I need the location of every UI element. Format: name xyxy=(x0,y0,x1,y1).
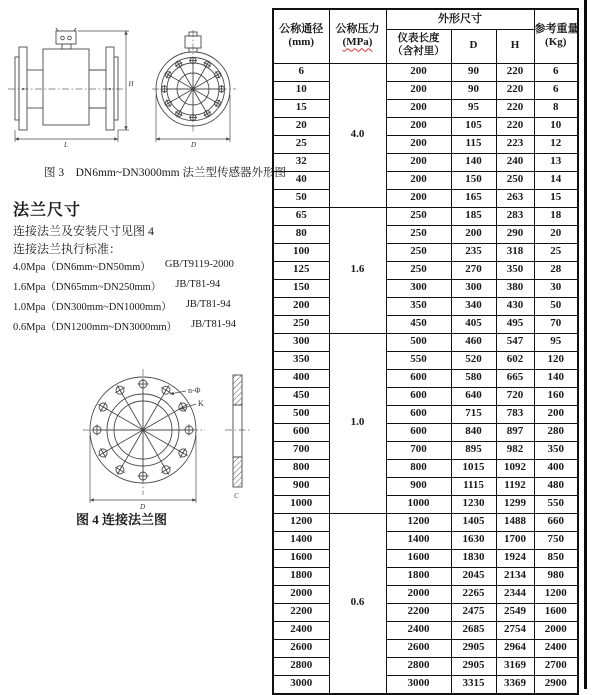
header-dn-unit: (mm) xyxy=(288,36,315,49)
bolt-circle-label: K xyxy=(198,399,204,408)
flange-face-view xyxy=(83,369,205,511)
standard-spec: 0.6Mpa（DN1200mm~DN3000mm） xyxy=(13,322,178,333)
table-row xyxy=(273,477,578,495)
cell-length: 700 xyxy=(386,441,451,459)
cell-length: 200 xyxy=(386,117,451,135)
header-length-line1: 仪表长度 xyxy=(397,33,440,45)
table-row xyxy=(273,153,578,171)
cell-dn: 250 xyxy=(273,315,329,333)
cell-length: 250 xyxy=(386,261,451,279)
cell-length: 1200 xyxy=(386,513,451,531)
cell-dn: 100 xyxy=(273,243,329,261)
cell-dn: 900 xyxy=(273,477,329,495)
cell-length: 200 xyxy=(386,135,451,153)
cell-length: 350 xyxy=(386,297,451,315)
table-row xyxy=(273,81,578,99)
cell-dn: 1400 xyxy=(273,531,329,549)
table-row xyxy=(273,297,578,315)
cell-h: 1700 xyxy=(496,531,534,549)
cell-d: 1630 xyxy=(451,531,496,549)
cell-dn: 40 xyxy=(273,171,329,189)
cell-weight: 95 xyxy=(534,333,578,351)
table-row xyxy=(273,405,578,423)
cell-weight: 2400 xyxy=(534,639,578,657)
front-view xyxy=(152,30,236,149)
cell-dn: 200 xyxy=(273,297,329,315)
header-outline-group xyxy=(386,9,534,29)
cell-d: 185 xyxy=(451,207,496,225)
side-view xyxy=(8,28,135,149)
cell-d: 640 xyxy=(451,387,496,405)
cell-dn: 2200 xyxy=(273,603,329,621)
cell-h: 2134 xyxy=(496,567,534,585)
cell-h: 897 xyxy=(496,423,534,441)
cell-weight: 18 xyxy=(534,207,578,225)
header-pressure-title: 公称压力 xyxy=(335,23,380,36)
dim-d-label: D xyxy=(140,503,146,511)
flange-section-view xyxy=(225,375,252,500)
table-row xyxy=(273,351,578,369)
cell-length: 800 xyxy=(386,459,451,477)
header-weight xyxy=(534,9,578,63)
figure4-caption: 图 4 连接法兰图 xyxy=(76,512,168,527)
header-weight-title: 参考重量 xyxy=(534,23,579,36)
table-row xyxy=(273,189,578,207)
cell-dn: 32 xyxy=(273,153,329,171)
cell-weight: 350 xyxy=(534,441,578,459)
cell-dn: 10 xyxy=(273,81,329,99)
cell-dn: 2600 xyxy=(273,639,329,657)
table-row xyxy=(273,531,578,549)
cell-dn: 50 xyxy=(273,189,329,207)
cell-length: 2600 xyxy=(386,639,451,657)
table-row xyxy=(273,369,578,387)
cell-length: 2800 xyxy=(386,657,451,675)
cell-length: 1800 xyxy=(386,567,451,585)
cell-h: 240 xyxy=(496,153,534,171)
cell-length: 200 xyxy=(386,189,451,207)
cell-h: 220 xyxy=(496,81,534,99)
cell-h: 3369 xyxy=(496,675,534,694)
cell-weight: 280 xyxy=(534,423,578,441)
cell-dn: 2000 xyxy=(273,585,329,603)
dimension-table-container xyxy=(272,8,579,695)
cell-weight: 400 xyxy=(534,459,578,477)
cell-dn: 20 xyxy=(273,117,329,135)
cell-dn: 80 xyxy=(273,225,329,243)
cell-weight: 200 xyxy=(534,405,578,423)
cell-h: 2549 xyxy=(496,603,534,621)
cell-h: 430 xyxy=(496,297,534,315)
cell-h: 350 xyxy=(496,261,534,279)
cell-weight: 160 xyxy=(534,387,578,405)
standard-line xyxy=(13,319,236,334)
cell-length: 600 xyxy=(386,387,451,405)
table-row xyxy=(273,603,578,621)
cell-h: 318 xyxy=(496,243,534,261)
cell-h: 223 xyxy=(496,135,534,153)
cell-d: 520 xyxy=(451,351,496,369)
cell-d: 165 xyxy=(451,189,496,207)
table-row xyxy=(273,315,578,333)
cell-weight: 13 xyxy=(534,153,578,171)
cell-length: 600 xyxy=(386,405,451,423)
cell-d: 235 xyxy=(451,243,496,261)
cell-dn: 300 xyxy=(273,333,329,351)
standard-line xyxy=(13,259,234,274)
table-row xyxy=(273,63,578,81)
cell-length: 200 xyxy=(386,63,451,81)
cell-h: 283 xyxy=(496,207,534,225)
standard-line xyxy=(13,279,220,294)
cell-weight: 6 xyxy=(534,81,578,99)
cell-d: 2685 xyxy=(451,621,496,639)
table-row xyxy=(273,513,578,531)
cell-dn: 2800 xyxy=(273,657,329,675)
dim-c-label: C xyxy=(234,492,239,500)
cell-weight: 6 xyxy=(534,63,578,81)
cell-weight: 550 xyxy=(534,495,578,513)
cell-h: 250 xyxy=(496,171,534,189)
cell-weight: 750 xyxy=(534,531,578,549)
cell-dn: 1600 xyxy=(273,549,329,567)
cell-length: 550 xyxy=(386,351,451,369)
cell-d: 2045 xyxy=(451,567,496,585)
cell-d: 1830 xyxy=(451,549,496,567)
cell-h: 380 xyxy=(496,279,534,297)
cell-length: 2000 xyxy=(386,585,451,603)
dim-l-label: L xyxy=(64,141,68,149)
page-edge-line xyxy=(584,0,587,689)
figure3-caption: 图 3 DN6mm~DN3000mm 法兰型传感器外形图 xyxy=(44,167,286,179)
figure4-flange-drawing xyxy=(0,345,270,513)
cell-h: 1488 xyxy=(496,513,534,531)
cell-d: 2265 xyxy=(451,585,496,603)
table-row xyxy=(273,225,578,243)
cell-weight: 12 xyxy=(534,135,578,153)
cell-length: 1000 xyxy=(386,495,451,513)
standard-code: GB/T9119-2000 xyxy=(164,259,234,270)
cell-d: 580 xyxy=(451,369,496,387)
cell-weight: 660 xyxy=(534,513,578,531)
cell-dn: 700 xyxy=(273,441,329,459)
cell-d: 150 xyxy=(451,171,496,189)
cell-h: 495 xyxy=(496,315,534,333)
figure3-sensor-drawing xyxy=(0,10,270,160)
cell-h: 290 xyxy=(496,225,534,243)
cell-length: 200 xyxy=(386,153,451,171)
cell-length: 500 xyxy=(386,333,451,351)
cell-d: 1115 xyxy=(451,477,496,495)
header-dn xyxy=(273,9,329,63)
converter-box xyxy=(56,28,76,49)
cell-weight: 50 xyxy=(534,297,578,315)
cell-weight: 120 xyxy=(534,351,578,369)
table-row xyxy=(273,459,578,477)
cell-length: 2200 xyxy=(386,603,451,621)
cell-weight: 30 xyxy=(534,279,578,297)
header-pressure-unit: (MPa) xyxy=(342,36,373,49)
table-row xyxy=(273,585,578,603)
table-row xyxy=(273,207,578,225)
table-row xyxy=(273,639,578,657)
cell-pressure: 1.0 xyxy=(329,333,386,513)
spec-table-header xyxy=(273,9,578,63)
cell-dn: 125 xyxy=(273,261,329,279)
cell-weight: 480 xyxy=(534,477,578,495)
cell-weight: 70 xyxy=(534,315,578,333)
cell-length: 1600 xyxy=(386,549,451,567)
table-row xyxy=(273,135,578,153)
table-row xyxy=(273,279,578,297)
cell-weight: 10 xyxy=(534,117,578,135)
cell-length: 900 xyxy=(386,477,451,495)
cell-d: 840 xyxy=(451,423,496,441)
table-row xyxy=(273,567,578,585)
cell-dn: 15 xyxy=(273,99,329,117)
cell-length: 200 xyxy=(386,99,451,117)
header-outline-title: 外形尺寸 xyxy=(438,12,482,25)
cell-dn: 500 xyxy=(273,405,329,423)
cell-h: 1092 xyxy=(496,459,534,477)
cell-d: 270 xyxy=(451,261,496,279)
cell-length: 3000 xyxy=(386,675,451,694)
table-row xyxy=(273,117,578,135)
cell-d: 105 xyxy=(451,117,496,135)
cell-h: 220 xyxy=(496,63,534,81)
table-row xyxy=(273,423,578,441)
cell-dn: 3000 xyxy=(273,675,329,694)
cell-dn: 25 xyxy=(273,135,329,153)
cell-d: 3315 xyxy=(451,675,496,694)
cell-d: 90 xyxy=(451,81,496,99)
cell-h: 1924 xyxy=(496,549,534,567)
table-row xyxy=(273,549,578,567)
cell-length: 250 xyxy=(386,207,451,225)
standard-spec: 1.6Mpa（DN65mm~DN250mm） xyxy=(13,282,162,293)
header-dn-title: 公称通径 xyxy=(279,23,324,36)
cell-h: 263 xyxy=(496,189,534,207)
table-row xyxy=(273,387,578,405)
cell-d: 140 xyxy=(451,153,496,171)
cell-length: 600 xyxy=(386,369,451,387)
cell-d: 1230 xyxy=(451,495,496,513)
cell-weight: 1600 xyxy=(534,603,578,621)
cell-h: 720 xyxy=(496,387,534,405)
cell-pressure: 1.6 xyxy=(329,207,386,333)
cell-h: 1299 xyxy=(496,495,534,513)
cell-h: 602 xyxy=(496,351,534,369)
cell-h: 220 xyxy=(496,99,534,117)
cell-dn: 1800 xyxy=(273,567,329,585)
cell-weight: 20 xyxy=(534,225,578,243)
cell-weight: 1200 xyxy=(534,585,578,603)
cell-d: 1405 xyxy=(451,513,496,531)
cell-d: 95 xyxy=(451,99,496,117)
header-pressure xyxy=(329,9,386,63)
table-row xyxy=(273,621,578,639)
cell-length: 1400 xyxy=(386,531,451,549)
cell-dn: 65 xyxy=(273,207,329,225)
standard-spec: 1.0Mpa（DN300mm~DN1000mm） xyxy=(13,302,172,313)
cell-d: 2905 xyxy=(451,639,496,657)
cell-h: 2344 xyxy=(496,585,534,603)
cell-weight: 140 xyxy=(534,369,578,387)
cell-d: 90 xyxy=(451,63,496,81)
cell-dn: 150 xyxy=(273,279,329,297)
cell-dn: 1000 xyxy=(273,495,329,513)
flange-size-heading: 法兰尺寸 xyxy=(13,202,82,219)
cell-h: 982 xyxy=(496,441,534,459)
dim-h-label: H xyxy=(128,80,134,88)
cell-d: 405 xyxy=(451,315,496,333)
standard-code: JB/T81-94 xyxy=(191,319,236,330)
cell-weight: 28 xyxy=(534,261,578,279)
table-row xyxy=(273,99,578,117)
cell-weight: 25 xyxy=(534,243,578,261)
cell-weight: 2900 xyxy=(534,675,578,694)
cell-h: 2754 xyxy=(496,621,534,639)
table-row xyxy=(273,243,578,261)
table-row xyxy=(273,495,578,513)
table-row xyxy=(273,675,578,694)
cell-h: 783 xyxy=(496,405,534,423)
cell-length: 200 xyxy=(386,171,451,189)
cell-weight: 850 xyxy=(534,549,578,567)
standard-line xyxy=(13,299,231,314)
cell-d: 1015 xyxy=(451,459,496,477)
cell-dn: 400 xyxy=(273,369,329,387)
cell-d: 200 xyxy=(451,225,496,243)
cell-dn: 350 xyxy=(273,351,329,369)
cell-length: 2400 xyxy=(386,621,451,639)
cell-dn: 1200 xyxy=(273,513,329,531)
header-weight-unit: (Kg) xyxy=(545,36,567,49)
cell-h: 220 xyxy=(496,117,534,135)
cell-d: 895 xyxy=(451,441,496,459)
cell-weight: 15 xyxy=(534,189,578,207)
cell-length: 250 xyxy=(386,225,451,243)
header-d: D xyxy=(451,29,496,63)
table-row xyxy=(273,171,578,189)
standard-code: JB/T81-94 xyxy=(185,299,231,310)
table-row xyxy=(273,261,578,279)
cell-h: 1192 xyxy=(496,477,534,495)
cell-pressure: 4.0 xyxy=(329,63,386,207)
cell-h: 2964 xyxy=(496,639,534,657)
table-row xyxy=(273,657,578,675)
cell-d: 340 xyxy=(451,297,496,315)
spec-table xyxy=(272,8,579,695)
spec-table-body xyxy=(273,63,578,694)
cell-weight: 14 xyxy=(534,171,578,189)
cell-d: 460 xyxy=(451,333,496,351)
header-length xyxy=(386,29,451,63)
header-length-line2: （含衬里） xyxy=(392,46,445,57)
cell-dn: 450 xyxy=(273,387,329,405)
table-row xyxy=(273,333,578,351)
cell-weight: 2000 xyxy=(534,621,578,639)
cell-dn: 2400 xyxy=(273,621,329,639)
cell-length: 300 xyxy=(386,279,451,297)
cell-d: 115 xyxy=(451,135,496,153)
cell-weight: 980 xyxy=(534,567,578,585)
cell-d: 300 xyxy=(451,279,496,297)
bolt-count-label: n-Φ xyxy=(188,386,201,395)
table-row xyxy=(273,441,578,459)
standard-code: JB/T81-94 xyxy=(175,279,221,290)
cell-weight: 8 xyxy=(534,99,578,117)
cell-pressure: 0.6 xyxy=(329,513,386,694)
cell-d: 715 xyxy=(451,405,496,423)
cell-d: 2905 xyxy=(451,657,496,675)
cell-length: 250 xyxy=(386,243,451,261)
cell-h: 3169 xyxy=(496,657,534,675)
header-h: H xyxy=(496,29,534,63)
cell-dn: 600 xyxy=(273,423,329,441)
flange-text-line2: 连接法兰执行标准： xyxy=(13,242,122,256)
cell-h: 665 xyxy=(496,369,534,387)
cell-length: 450 xyxy=(386,315,451,333)
standard-spec: 4.0Mpa（DN6mm~DN50mm） xyxy=(13,262,151,273)
cell-dn: 6 xyxy=(273,63,329,81)
flange-text-line1: 连接法兰及安装尺寸见图 4 xyxy=(13,224,155,238)
cell-dn: 800 xyxy=(273,459,329,477)
dim-d-label: D xyxy=(191,141,197,149)
cell-d: 2475 xyxy=(451,603,496,621)
cell-weight: 2700 xyxy=(534,657,578,675)
cell-length: 600 xyxy=(386,423,451,441)
cell-h: 547 xyxy=(496,333,534,351)
cell-length: 200 xyxy=(386,81,451,99)
